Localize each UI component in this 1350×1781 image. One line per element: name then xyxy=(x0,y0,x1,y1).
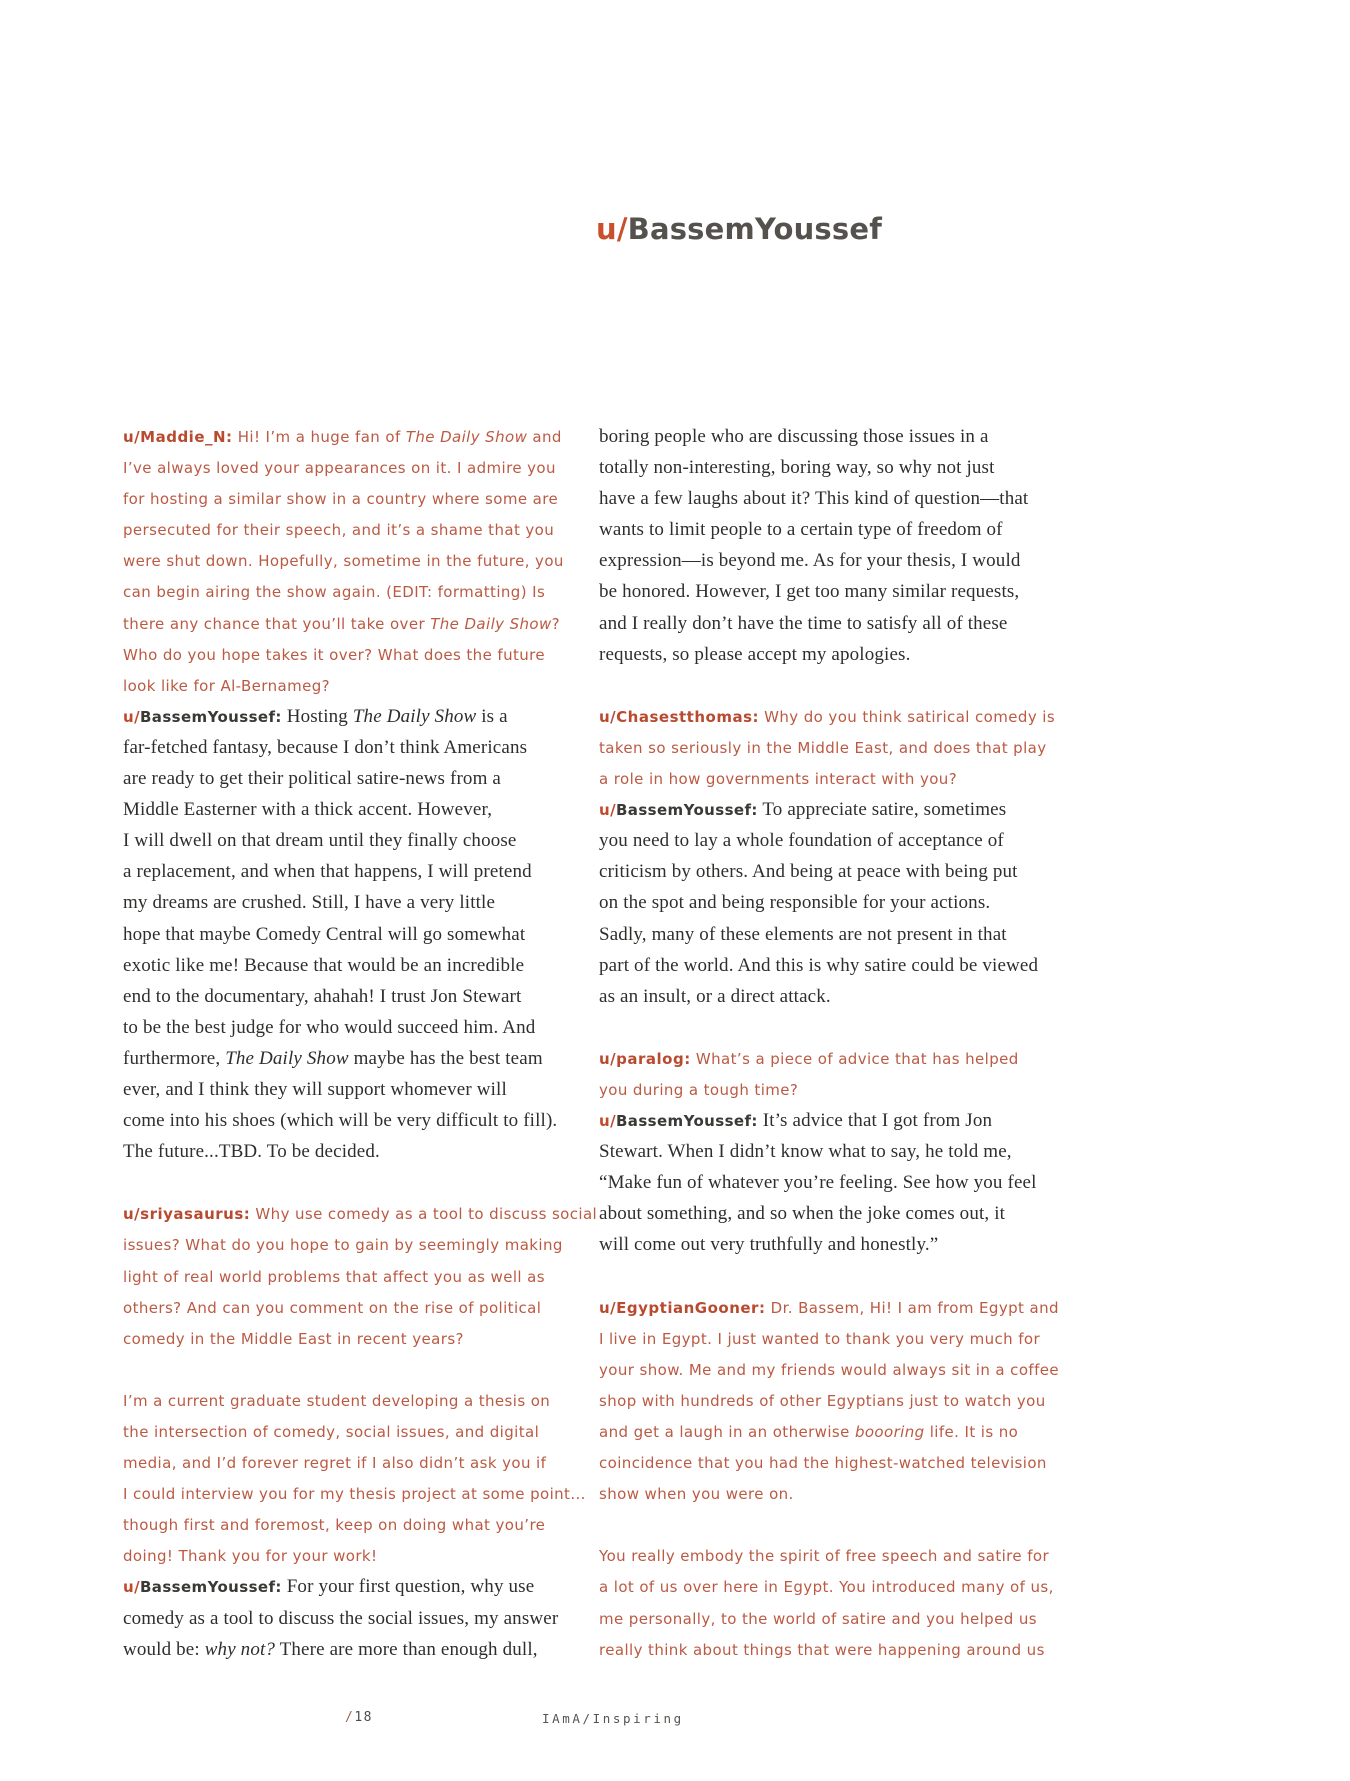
text-line xyxy=(123,1229,593,1260)
text-line xyxy=(599,1074,1069,1105)
text-line xyxy=(123,1416,593,1447)
text-segment: persecuted for their speech, and it’s a shame that you xyxy=(123,521,555,540)
text-segment: media, and I’d forever regret if I also didn’t ask you if xyxy=(123,1454,547,1473)
username-label: BassemYoussef: xyxy=(139,707,282,726)
text-line xyxy=(599,732,1069,763)
text-segment: a role in how governments interact with you? xyxy=(599,770,958,789)
text-segment: be honored. However, I get too many similar requests, xyxy=(599,581,1020,603)
text-segment: shop with hundreds of other Egyptians just to watch you xyxy=(599,1391,1046,1410)
text-line xyxy=(123,1105,593,1136)
text-line xyxy=(599,1416,1069,1447)
text-line xyxy=(123,1571,593,1602)
username-label: BassemYoussef: xyxy=(615,801,758,820)
text-line xyxy=(599,1634,1069,1665)
username-label: u/ xyxy=(599,801,616,820)
text-segment: To appreciate satire, sometimes xyxy=(757,799,1007,821)
text-line xyxy=(123,514,593,545)
text-segment: end to the documentary, ahahah! I trust Jon Stewart xyxy=(123,985,522,1007)
text-line xyxy=(599,1447,1069,1478)
question-u-egyptiangooner-continued xyxy=(599,1540,1069,1664)
username-label: u/sriyasaurus: xyxy=(123,1205,251,1224)
text-segment: furthermore, xyxy=(123,1047,226,1069)
page-title xyxy=(596,212,882,246)
text-segment: The Daily Show xyxy=(405,428,528,446)
text-line xyxy=(599,1478,1069,1509)
answer-bassemyoussef-2-continued xyxy=(599,421,1069,670)
text-line xyxy=(123,887,593,918)
username-label: u/ xyxy=(123,707,140,726)
text-line xyxy=(123,701,593,732)
answer-bassemyoussef-2 xyxy=(123,1571,593,1664)
text-line xyxy=(123,732,593,763)
text-line xyxy=(599,981,1069,1012)
text-segment: far-fetched fantasy, because I don’t think Americans xyxy=(123,736,528,758)
text-segment: I will dwell on that dream until they finally choose xyxy=(123,830,517,852)
question-u-chasestthomas xyxy=(599,701,1069,794)
text-line xyxy=(123,919,593,950)
text-segment: ever, and I think they will support whomever will xyxy=(123,1078,507,1100)
text-line xyxy=(123,1012,593,1043)
text-segment: doing! Thank you for your work! xyxy=(123,1547,378,1566)
text-line xyxy=(123,483,593,514)
text-segment: are ready to get their political satire-news from a xyxy=(123,768,501,790)
left-text-column xyxy=(123,421,598,1665)
right-text-column xyxy=(599,421,1069,1665)
text-line xyxy=(123,1478,593,1509)
text-segment: a replacement, and when that happens, I will pretend xyxy=(123,861,532,883)
text-segment: and xyxy=(527,428,562,446)
text-segment: life. It is no xyxy=(924,1423,1019,1441)
text-segment: maybe has the best team xyxy=(348,1047,543,1069)
text-line xyxy=(599,1229,1069,1260)
username-label: u/Maddie_N: xyxy=(123,428,233,446)
text-segment: “Make fun of whatever you’re feeling. See how you feel xyxy=(599,1172,1037,1194)
text-line xyxy=(599,825,1069,856)
text-line xyxy=(123,670,593,701)
text-line xyxy=(599,545,1069,576)
text-line xyxy=(599,763,1069,794)
text-segment: as an insult, or a direct attack. xyxy=(599,985,831,1007)
text-segment: For your first question, why use xyxy=(281,1576,535,1598)
page-number xyxy=(345,1710,373,1725)
text-line xyxy=(599,639,1069,670)
text-segment: really think about things that were happening around us xyxy=(599,1640,1045,1659)
text-segment: is a xyxy=(476,705,508,727)
text-line xyxy=(123,825,593,856)
question-u-paralog xyxy=(599,1043,1069,1105)
text-segment: you need to lay a whole foundation of acceptance of xyxy=(599,830,1004,852)
text-line xyxy=(599,514,1069,545)
text-line xyxy=(599,1198,1069,1229)
text-line xyxy=(599,608,1069,639)
text-line xyxy=(599,483,1069,514)
text-segment: I’m a current graduate student developing a thesis on xyxy=(123,1391,551,1410)
username-label: u/paralog: xyxy=(599,1049,691,1068)
text-segment: coincidence that you had the highest-watched television xyxy=(599,1454,1047,1473)
text-line xyxy=(599,887,1069,918)
text-line xyxy=(599,421,1069,452)
text-segment: Hi! I’m a huge fan of xyxy=(232,428,406,446)
text-line xyxy=(123,545,593,576)
text-line xyxy=(123,950,593,981)
username-label: u/EgyptianGooner: xyxy=(599,1298,766,1317)
answer-bassemyoussef-1 xyxy=(123,701,593,1167)
text-line xyxy=(123,981,593,1012)
text-segment: Who do you hope takes it over? What does the future xyxy=(123,645,546,664)
text-line xyxy=(123,1198,598,1229)
text-segment: hope that maybe Comedy Central will go somewhat xyxy=(123,923,526,945)
question-u-egyptiangooner xyxy=(599,1292,1069,1510)
text-segment: look like for Al-Bernameg? xyxy=(123,676,331,695)
text-segment: issues? What do you hope to gain by seemingly making xyxy=(123,1236,563,1255)
text-line xyxy=(123,763,593,794)
text-segment: and I really don’t have the time to satisfy all of these xyxy=(599,612,1008,634)
text-segment: will come out very truthfully and honestly.” xyxy=(599,1234,939,1256)
text-line xyxy=(599,950,1069,981)
answer-bassemyoussef-4 xyxy=(599,1105,1069,1260)
text-segment: your show. Me and my friends would always sit in a coffee xyxy=(599,1360,1060,1379)
text-segment: ? xyxy=(551,614,561,633)
text-segment: comedy as a tool to discuss the social issues, my answer xyxy=(123,1607,559,1629)
text-line xyxy=(123,1292,593,1323)
page-number-value: 18 xyxy=(354,1710,373,1725)
text-line xyxy=(599,1354,1069,1385)
text-line xyxy=(123,1634,593,1665)
text-line xyxy=(599,1571,1069,1602)
text-segment: Middle Easterner with a thick accent. However, xyxy=(123,799,493,821)
text-segment: The future...TBD. To be decided. xyxy=(123,1141,380,1163)
text-line xyxy=(123,608,593,639)
page-number-slash: / xyxy=(345,1710,355,1725)
text-line xyxy=(123,1447,593,1478)
text-line xyxy=(123,421,593,452)
text-segment: boooring xyxy=(854,1423,925,1441)
text-segment: The Daily Show xyxy=(352,705,477,727)
username-label: u/ xyxy=(123,1578,140,1597)
text-segment: Stewart. When I didn’t know what to say, he told me, xyxy=(599,1141,1012,1163)
text-segment: expression—is beyond me. As for your thesis, I would xyxy=(599,550,1021,572)
title-username-prefix: u/ xyxy=(596,212,628,246)
text-segment: I live in Egypt. I just wanted to thank you very much for xyxy=(599,1329,1041,1348)
text-line xyxy=(123,1261,593,1292)
text-segment: me personally, to the world of satire and you helped us xyxy=(599,1609,1037,1628)
text-line xyxy=(599,1292,1069,1323)
text-line xyxy=(123,856,593,887)
text-line xyxy=(599,1385,1069,1416)
text-segment: the intersection of comedy, social issues, and digital xyxy=(123,1423,540,1441)
text-segment: a lot of us over here in Egypt. You introduced many of us, xyxy=(599,1578,1054,1597)
text-line xyxy=(599,856,1069,887)
text-segment: why not? xyxy=(204,1638,276,1660)
text-segment: exotic like me! Because that would be an incredible xyxy=(123,954,525,976)
text-segment: there any chance that you’ll take over xyxy=(123,614,431,633)
text-line xyxy=(123,452,593,483)
text-line xyxy=(599,919,1069,950)
text-segment: You really embody the spirit of free speech and satire for xyxy=(599,1547,1050,1566)
text-segment: Why do you think satirical comedy is xyxy=(759,707,1056,726)
text-line xyxy=(599,1105,1069,1136)
text-line xyxy=(123,1540,593,1571)
text-line xyxy=(123,1509,593,1540)
text-segment: Sadly, many of these elements are not present in that xyxy=(599,923,1007,945)
text-segment: Dr. Bassem, Hi! I am from Egypt and xyxy=(765,1298,1059,1317)
text-line xyxy=(123,639,593,670)
answer-bassemyoussef-3 xyxy=(599,794,1069,1012)
text-segment: others? And can you comment on the rise of political xyxy=(123,1298,542,1317)
text-segment: What’s a piece of advice that has helped xyxy=(690,1049,1019,1068)
text-line xyxy=(123,1136,593,1167)
question-u-sriyasaurus xyxy=(123,1198,598,1353)
text-line xyxy=(599,1043,1069,1074)
text-line xyxy=(123,1043,593,1074)
text-segment: There are more than enough dull, xyxy=(275,1638,538,1660)
text-segment: wants to limit people to a certain type of freedom of xyxy=(599,519,1003,541)
text-segment: Hosting xyxy=(281,705,353,727)
text-segment: show when you were on. xyxy=(599,1485,794,1504)
username-label: u/Chasestthomas: xyxy=(599,707,759,726)
text-segment: my dreams are crushed. Still, I have a very little xyxy=(123,892,496,914)
text-line xyxy=(599,1540,1069,1571)
text-segment: part of the world. And this is why satire could be viewed xyxy=(599,954,1039,976)
text-line xyxy=(599,1603,1069,1634)
text-segment: and get a laugh in an otherwise xyxy=(599,1423,855,1441)
text-line xyxy=(599,576,1069,607)
text-segment: were shut down. Hopefully, sometime in the future, you xyxy=(123,552,564,571)
text-segment: on the spot and being responsible for your actions. xyxy=(599,892,991,914)
text-segment: I could interview you for my thesis project at some point... xyxy=(123,1485,586,1504)
username-label: u/ xyxy=(599,1112,616,1131)
text-line xyxy=(123,576,593,607)
text-segment: about something, and so when the joke comes out, it xyxy=(599,1203,1006,1225)
text-segment: would be: xyxy=(123,1638,205,1660)
text-segment: comedy in the Middle East in recent years? xyxy=(123,1329,464,1348)
text-segment: come into his shoes (which will be very difficult to fill). xyxy=(123,1110,558,1132)
text-segment: to be the best judge for who would succeed him. And xyxy=(123,1016,536,1038)
text-segment: taken so seriously in the Middle East, and does that play xyxy=(599,738,1047,757)
text-line xyxy=(123,1074,593,1105)
text-line xyxy=(123,1323,593,1354)
text-segment: I’ve always loved your appearances on it. I admire you xyxy=(123,459,556,478)
text-line xyxy=(599,452,1069,483)
text-line xyxy=(599,1167,1069,1198)
text-segment: criticism by others. And being at peace with being put xyxy=(599,861,1018,883)
username-label: BassemYoussef: xyxy=(139,1578,282,1597)
question-u-maddie-n xyxy=(123,421,593,701)
text-segment: for hosting a similar show in a country where some are xyxy=(123,490,559,509)
text-segment: The Daily Show xyxy=(430,614,552,633)
text-segment: have a few laughs about it? This kind of question—that xyxy=(599,488,1029,510)
text-segment: It’s advice that I got from Jon xyxy=(757,1110,993,1132)
text-line xyxy=(599,701,1069,732)
text-segment: can begin airing the show again. (EDIT: formatting) Is xyxy=(123,583,546,602)
text-line xyxy=(599,1136,1069,1167)
text-segment: light of real world problems that affect you as well as xyxy=(123,1267,545,1286)
text-segment: boring people who are discussing those issues in a xyxy=(599,426,989,447)
text-line xyxy=(599,794,1069,825)
username-label: BassemYoussef: xyxy=(615,1112,758,1131)
text-line xyxy=(123,794,593,825)
text-segment: The Daily Show xyxy=(225,1047,349,1069)
title-username-name: BassemYoussef xyxy=(627,212,883,246)
text-line xyxy=(123,1603,593,1634)
text-line xyxy=(599,1323,1069,1354)
text-line xyxy=(123,1385,593,1416)
text-segment: Why use comedy as a tool to discuss social xyxy=(250,1205,598,1224)
text-segment: requests, so please accept my apologies. xyxy=(599,643,911,665)
text-segment: totally non-interesting, boring way, so why not just xyxy=(599,457,995,479)
question-u-sriyasaurus-continued xyxy=(123,1385,593,1572)
text-segment: you during a tough time? xyxy=(599,1080,799,1099)
section-label: IAmA/Inspiring xyxy=(542,1711,684,1726)
text-segment: though first and foremost, keep on doing what you’re xyxy=(123,1516,546,1535)
